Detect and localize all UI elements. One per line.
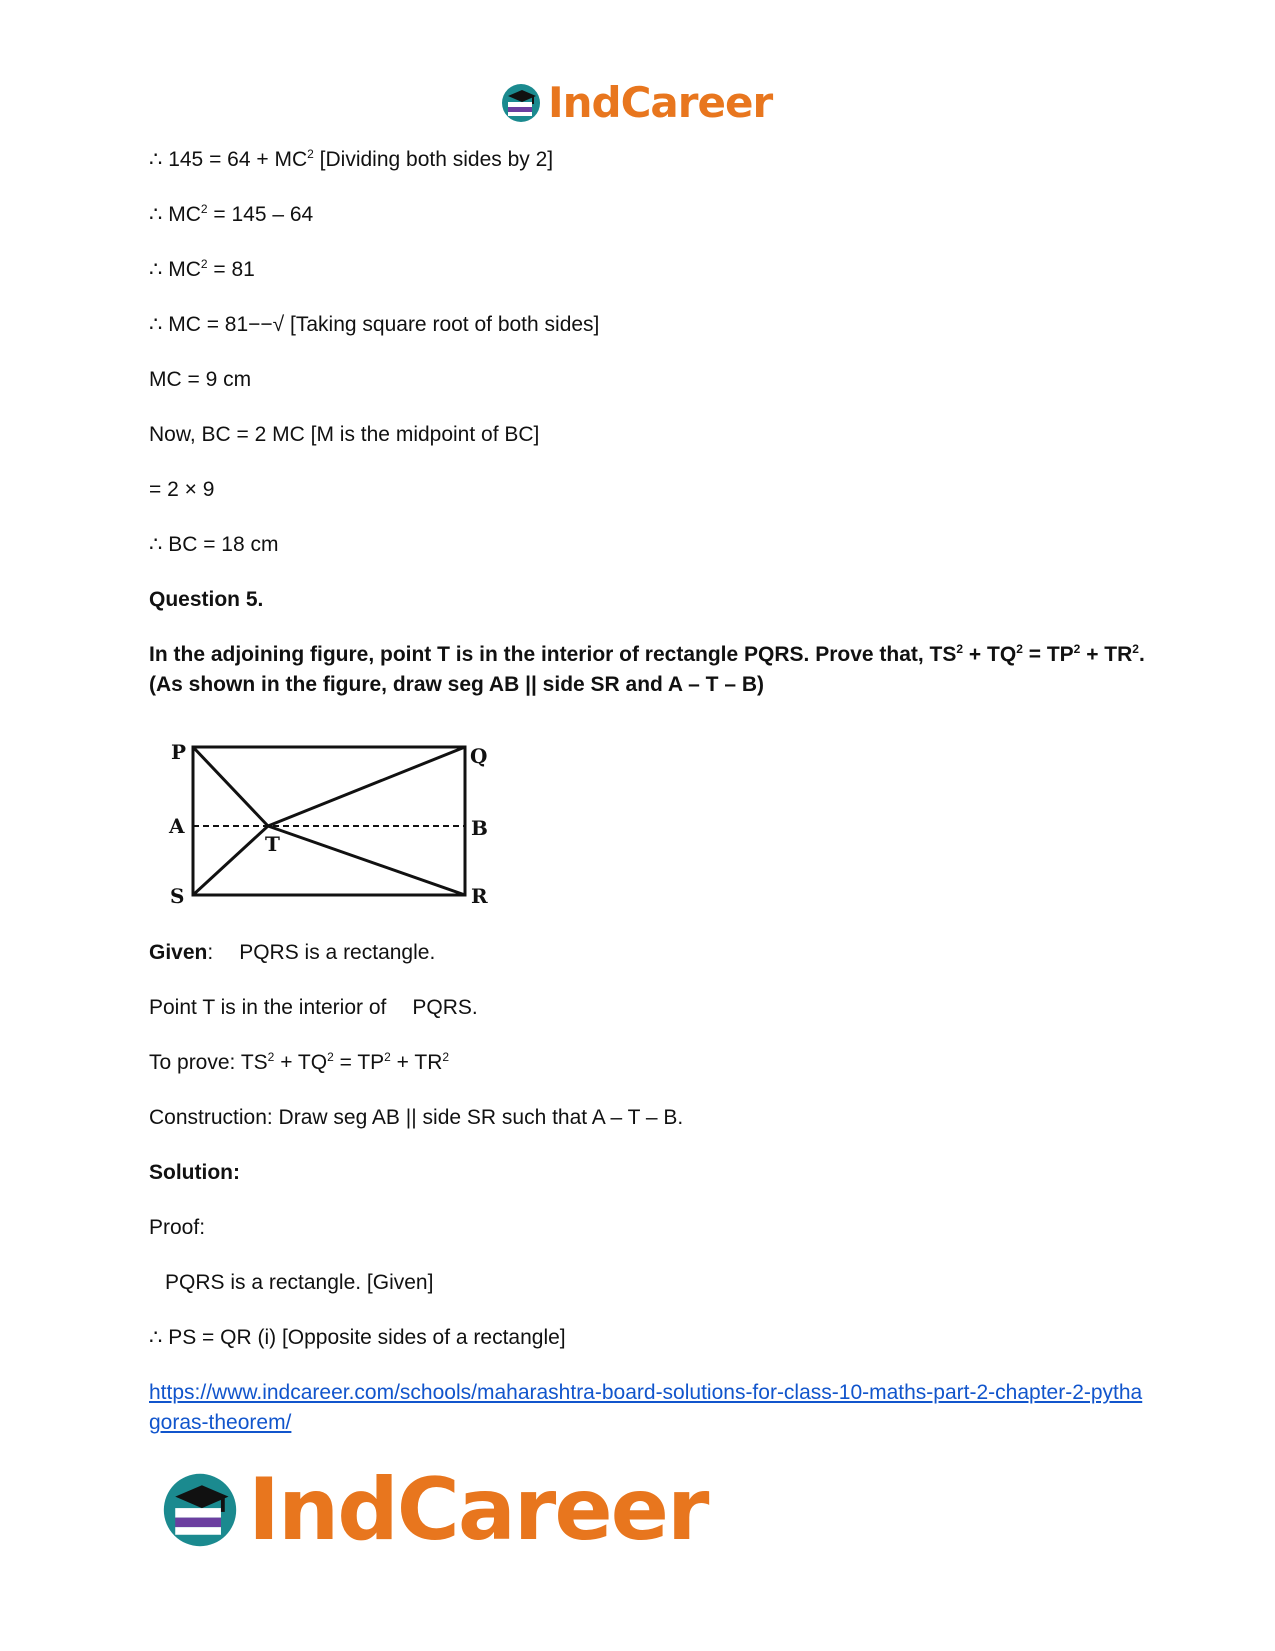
logo-text: IndCareer: [248, 1460, 708, 1560]
equation-line: ∴ $145 = 64 + MC^2$ [Dividing both sides by 2]: [149, 147, 554, 171]
to-prove-line: To prove: $TS^2 + TQ^2 = TP^2 + TR^2$: [149, 1050, 450, 1074]
label-q: Q: [470, 744, 488, 768]
proof-line: PQRS is a rectangle. [Given]: [165, 1271, 434, 1294]
rectangle-pqrs: [193, 747, 465, 895]
equation-line: Now, BC = 2 MC [M is the midpoint of BC]: [149, 423, 540, 446]
segment-tr: [268, 826, 465, 895]
footer-logo: [160, 1460, 707, 1560]
label-p: P: [171, 740, 187, 764]
question-heading: Question 5.: [149, 588, 264, 611]
proof-line: ∴ PS = QR (i) [Opposite sides of a rectangle]: [149, 1326, 566, 1349]
segment-tp: [193, 747, 268, 826]
label-a: A: [169, 814, 185, 838]
proof-heading: Proof:: [149, 1216, 206, 1239]
equation-line: MC = 9 cm: [149, 368, 252, 391]
document-body: [149, 145, 1149, 1463]
equation-line: ∴ $MC^2 = 145 - 64$: [149, 202, 314, 226]
book-graduation-cap-icon: [500, 82, 542, 124]
header-logo: [500, 78, 772, 127]
question-text: In the adjoining figure, point T is in the interior of rectangle PQRS. Prove that, $TS^2 + TQ^2 = TP^2 + TR^2$. (As shown in the figure, draw seg AB || side SR and A – T – B): [149, 642, 1145, 696]
construction-line: Construction: Draw seg AB || side SR such that A – T – B.: [149, 1106, 684, 1129]
equation-line: ∴ BC = 18 cm: [149, 533, 279, 556]
given-line: Given: PQRS is a rectangle.: [149, 941, 436, 964]
equation-line: = 2 × 9: [149, 478, 215, 501]
label-b: B: [471, 816, 488, 840]
label-t: T: [265, 832, 280, 856]
equation-line: ∴ $MC^2 = 81$: [149, 257, 255, 281]
segment-tq: [268, 747, 465, 826]
rectangle-pqrs-figure: [165, 733, 515, 913]
label-s: S: [170, 884, 185, 908]
equation-line: ∴ MC = 81−−√ [Taking square root of both sides]: [149, 313, 600, 336]
label-r: R: [471, 884, 488, 908]
point-t-line: Point T is in the interior of PQRS.: [149, 996, 478, 1019]
source-link[interactable]: https://www.indcareer.com/schools/maharashtra-board-solutions-for-class-10-maths-part-2-chapter-2-pythagoras-theorem/: [149, 1381, 1143, 1434]
segment-ts: [193, 826, 268, 895]
book-graduation-cap-icon: [160, 1470, 240, 1550]
logo-text: IndCareer: [548, 78, 773, 127]
solution-heading: Solution:: [149, 1161, 240, 1184]
